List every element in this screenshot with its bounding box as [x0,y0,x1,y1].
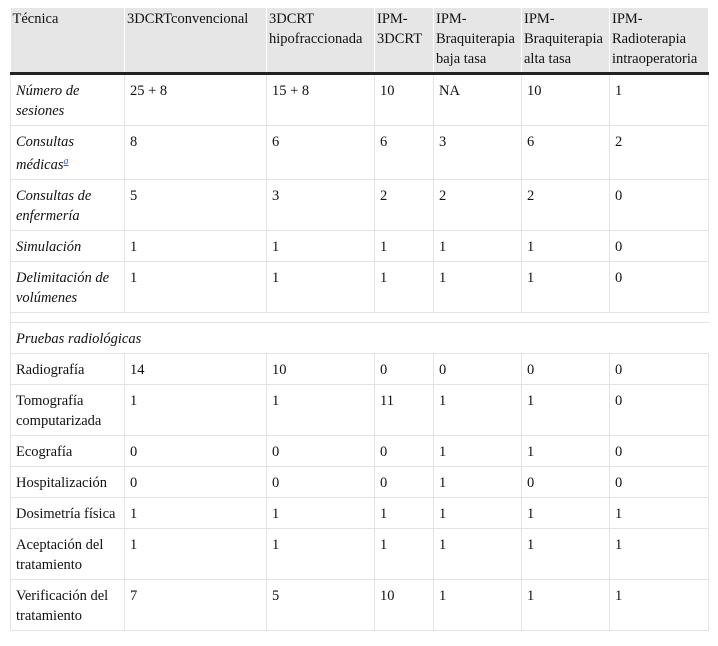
column-header-2 [267,8,375,74]
table-cell: 5 [267,580,375,631]
row-label [11,180,125,231]
column-header-line: IPM- [377,11,408,27]
table-row [11,180,709,231]
table-cell: 1 [434,231,522,262]
table-cell: 10 [375,74,434,126]
row-label [11,126,125,180]
table-cell: 2 [434,180,522,231]
header-row [11,8,709,74]
resource-table-container [10,8,708,631]
row-label [11,467,125,498]
table-cell: 1 [267,498,375,529]
row-label [11,436,125,467]
table-row [11,354,709,385]
column-header-line: 3DCRTconvencional [127,11,249,27]
row-label-text: Verificación del tratamiento [16,588,109,624]
table-cell: 1 [434,385,522,436]
table-cell: 6 [522,126,610,180]
table-cell: 1 [125,385,267,436]
table-cell: 0 [610,385,709,436]
column-header-line: Radioterapia [612,31,687,47]
column-header-0 [11,8,125,74]
table-cell: 1 [125,529,267,580]
table-cell: 1 [522,385,610,436]
table-row [11,580,709,631]
table-cell: 2 [610,126,709,180]
table-cell: 0 [610,262,709,313]
row-label-text: Dosimetría física [16,506,116,522]
table-cell: 1 [434,498,522,529]
table-cell: NA [434,74,522,126]
table-cell: 7 [125,580,267,631]
table-cell: 6 [375,126,434,180]
table-cell: 0 [610,436,709,467]
table-row [11,467,709,498]
row-label-text: Consultas médicas [16,134,75,173]
table-cell: 1 [267,262,375,313]
table-cell: 1 [610,529,709,580]
table-cell: 10 [375,580,434,631]
row-label-text: Número de sesiones [16,83,80,119]
column-header-line: 3DCRT [377,31,423,47]
table-cell: 11 [375,385,434,436]
column-header-line: Técnica [12,11,59,27]
table-cell: 0 [375,467,434,498]
table-cell: 0 [267,467,375,498]
table-cell: 1 [267,231,375,262]
table-cell: 10 [522,74,610,126]
table-cell: 1 [375,498,434,529]
row-label-text: Consultas de enfermería [16,188,92,224]
table-cell: 0 [610,467,709,498]
table-cell: 0 [610,231,709,262]
table-cell: 1 [125,262,267,313]
table-cell: 0 [610,354,709,385]
table-cell: 3 [267,180,375,231]
table-row [11,529,709,580]
table-row [11,262,709,313]
table-cell: 5 [125,180,267,231]
column-header-line: baja tasa [436,51,487,67]
column-header-6 [610,8,709,74]
table-cell: 0 [125,436,267,467]
table-cell: 10 [267,354,375,385]
table-cell: 1 [434,262,522,313]
column-header-line: IPM- [436,11,467,27]
column-header-line: Braquiterapia [436,31,515,47]
table-row [11,385,709,436]
row-label-text: Hospitalización [16,475,108,491]
table-cell: 0 [125,467,267,498]
spacer-row [11,313,709,323]
row-label-text: Tomografía computarizada [16,393,102,429]
table-cell: 1 [522,498,610,529]
column-header-line: 3DCRT [269,11,315,27]
table-cell: 1 [610,580,709,631]
table-cell: 15 + 8 [267,74,375,126]
table-cell: 1 [522,231,610,262]
column-header-line: IPM- [612,11,643,27]
table-cell: 0 [522,354,610,385]
row-label-text: Ecografía [16,444,73,460]
column-header-line: intraoperatoria [612,51,698,67]
row-label [11,231,125,262]
table-cell: 8 [125,126,267,180]
column-header-line: IPM- [524,11,555,27]
table-row [11,436,709,467]
table-cell: 0 [375,354,434,385]
table-cell: 3 [434,126,522,180]
column-header-3 [375,8,434,74]
row-label-text: Radiografía [16,362,85,378]
table-body [11,74,709,631]
row-label-text: Aceptación del tratamiento [16,537,104,573]
table-cell: 1 [267,385,375,436]
table-row [11,126,709,180]
table-cell: 1 [522,436,610,467]
column-header-1 [125,8,267,74]
table-cell: 0 [522,467,610,498]
table-cell: 1 [610,74,709,126]
table-cell: 0 [610,180,709,231]
table-cell: 1 [125,498,267,529]
row-label [11,580,125,631]
spacer-cell [11,313,709,323]
table-cell: 1 [267,529,375,580]
table-row [11,498,709,529]
row-label [11,385,125,436]
table-row [11,231,709,262]
column-header-line: Braquiterapia [524,31,603,47]
row-label [11,354,125,385]
row-label-text: Simulación [16,239,82,255]
row-label-text: Delimitación de volúmenes [16,270,110,306]
table-cell: 1 [522,580,610,631]
table-cell: 2 [375,180,434,231]
table-cell: 25 + 8 [125,74,267,126]
footnote-link[interactable]: a [63,156,69,167]
section-row [11,323,709,354]
table-cell: 0 [267,436,375,467]
row-label [11,262,125,313]
table-cell: 1 [434,467,522,498]
column-header-5 [522,8,610,74]
table-cell: 1 [375,231,434,262]
row-label [11,529,125,580]
table-cell: 1 [125,231,267,262]
section-title: Pruebas radiológicas [11,323,709,354]
table-cell: 1 [522,529,610,580]
table-cell: 1 [375,529,434,580]
column-header-line: alta tasa [524,51,572,67]
table-cell: 1 [375,262,434,313]
table-cell: 1 [434,436,522,467]
table-cell: 0 [375,436,434,467]
table-cell: 1 [434,580,522,631]
table-cell: 1 [610,498,709,529]
column-header-4 [434,8,522,74]
row-label [11,498,125,529]
table-header [11,8,709,74]
row-label [11,74,125,126]
table-cell: 1 [434,529,522,580]
table-cell: 0 [434,354,522,385]
table-cell: 14 [125,354,267,385]
column-header-line: hipofraccionada [269,31,363,47]
resource-comparison-table [10,8,709,631]
table-row [11,74,709,126]
table-cell: 1 [522,262,610,313]
table-cell: 2 [522,180,610,231]
table-cell: 6 [267,126,375,180]
